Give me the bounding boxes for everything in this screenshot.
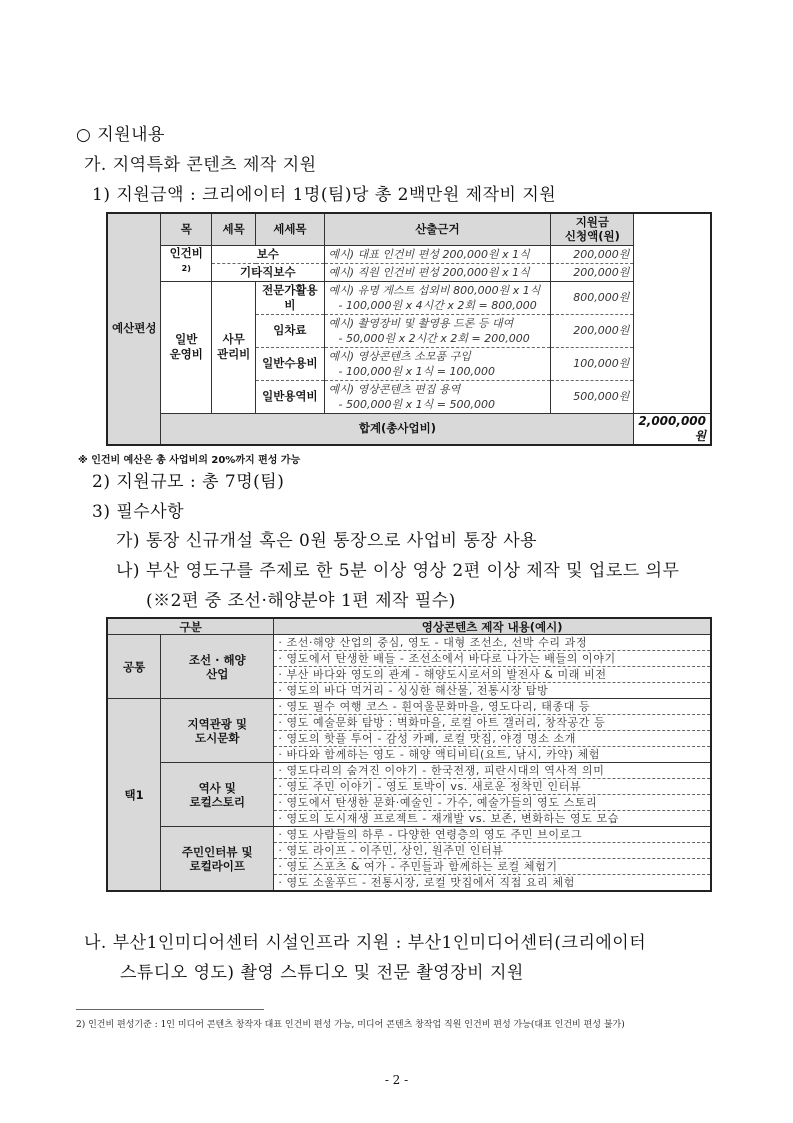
header-category: 구분 [107, 618, 274, 635]
footnote: 2) 인건비 편성기준 : 1인 미디어 콘텐츠 창작자 대표 인건비 편성 가능, 미디어 콘텐츠 창작업 직원 인건비 편성 가능(대표 인건비 편성 불가) [76, 1020, 625, 1030]
header-amount-line1: 지원금 [575, 215, 610, 230]
sub-shipbuilding: 조선 · 해양 산업 [161, 635, 274, 699]
budget-table [106, 212, 712, 446]
labor-cost-note: ※ 인건비 예산은 총 사업비의 20%까지 편성 가능 [78, 455, 301, 466]
item-requirements: 3) 필수사항 [92, 502, 185, 522]
subsection-title-na-line2: 스튜디오 영도) 촬영 스튜디오 및 전문 촬영장비 지원 [120, 963, 524, 983]
content-item: · 영도에서 탄생한 배들 - 조선소에서 바다로 나가는 배들의 이야기 [274, 651, 711, 667]
total-amount: 2,000,000원 [634, 413, 711, 445]
header-content: 영상콘텐츠 제작 내용(예시) [274, 618, 711, 635]
content-item: · 영도 스포츠 & 여가 - 주민들과 함께하는 로컬 체험기 [274, 859, 711, 875]
amount-services: 500,000원 [551, 380, 634, 413]
basis-services: 예시) 영상콘텐츠 편집 용역 - 500,000원 x 1식 = 500,000 [324, 380, 551, 413]
group-choose-one: 택1 [107, 699, 161, 892]
requirement-account: 가) 통장 신규개설 혹은 0원 통장으로 사업비 통장 사용 [116, 531, 538, 551]
amount-expert: 800,000원 [551, 281, 634, 314]
header-sesemok: 세세목 [256, 213, 324, 245]
page-number: - 2 - [384, 1073, 409, 1087]
basis-other-salary: 예시) 직원 인건비 편성 200,000원 x 1식 [324, 263, 551, 281]
content-item: · 영도 사람들의 하루 - 다양한 연령층의 영도 주민 브이로그 [274, 827, 711, 843]
sub-resident-life: 주민인터뷰 및 로컬라이프 [161, 827, 274, 892]
footnote-divider [76, 1009, 264, 1010]
section-heading-text: 지원내용 [97, 125, 165, 145]
amount-other-salary: 200,000원 [551, 263, 634, 281]
header-mok: 목 [161, 213, 212, 245]
header-basis: 산출근거 [324, 213, 551, 245]
content-item: · 영도 필수 여행 코스 - 흰여울문화마을, 영도다리, 태종대 등 [274, 699, 711, 715]
item-rental: 임차료 [256, 314, 324, 347]
amount-supplies: 100,000원 [551, 347, 634, 380]
content-item: · 영도 예술문화 탐방 : 벽화마을, 로컬 아트 갤러리, 창작공간 등 [274, 715, 711, 731]
requirement-video: 나) 부산 영도구를 주제로 한 5분 이상 영상 2편 이상 제작 및 업로드 의무 [116, 561, 680, 581]
amount-rental: 200,000원 [551, 314, 634, 347]
item-salary: 보수 [212, 245, 325, 263]
amount-salary: 200,000원 [551, 245, 634, 263]
content-item: · 조선·해양 산업의 중심, 영도 - 대형 조선소, 선박 수리 과정 [274, 635, 711, 651]
content-item: · 영도의 도시재생 프로젝트 - 재개발 vs. 보존, 변화하는 영도 모습 [274, 811, 711, 827]
group-common: 공통 [107, 635, 161, 699]
item-scale: 2) 지원규모 : 총 7명(팀) [92, 472, 285, 492]
item-funding-amount: 1) 지원금액 : 크리에이터 1명(팀)당 총 2백만원 제작비 지원 [92, 185, 557, 205]
content-item: · 영도에서 탄생한 문화·예술인 - 가수, 예술가들의 영도 스토리 [274, 795, 711, 811]
item-supplies: 일반수용비 [256, 347, 324, 380]
content-item: · 영도다리의 숨겨진 이야기 - 한국전쟁, 피란시대의 역사적 의미 [274, 763, 711, 779]
basis-salary: 예시) 대표 인건비 편성 200,000원 x 1식 [324, 245, 551, 263]
sub-tourism: 지역관광 및 도시문화 [161, 699, 274, 763]
content-item: · 부산 바다와 영도의 관계 - 해양도시로서의 발전사 & 미래 비전 [274, 667, 711, 683]
header-semok: 세목 [212, 213, 256, 245]
content-item: · 영도의 바다 먹거리 - 싱싱한 해산물, 전통시장 탐방 [274, 683, 711, 699]
circle-bullet-icon: ○ [76, 125, 92, 145]
content-table [106, 617, 712, 892]
header-amount [551, 213, 634, 245]
budget-side-label: 예산편성 [107, 213, 161, 445]
item-services: 일반용역비 [256, 380, 324, 413]
basis-supplies: 예시) 영상콘텐츠 소모품 구입 - 100,000원 x 1식 = 100,000 [324, 347, 551, 380]
content-item: · 영도 라이프 - 이주민, 상인, 원주민 인터뷰 [274, 843, 711, 859]
content-item: · 영도 소울푸드 - 전통시장, 로컬 맛집에서 직접 요리 체험 [274, 875, 711, 892]
section-heading [76, 120, 165, 145]
requirement-video-note: (※2편 중 조선·해양분야 1편 제작 필수) [146, 591, 456, 611]
basis-expert: 예시) 유명 게스트 섭외비 800,000원 x 1식 - 100,000원 x 4시간 x 2회 = 800,000 [324, 281, 551, 314]
header-amount-line2: 신청액(원) [564, 229, 620, 244]
mok-general-operating: 일반 운영비 [161, 281, 212, 413]
semok-office-management: 사무 관리비 [212, 281, 256, 413]
total-label: 합계(총사업비) [161, 413, 634, 445]
subsection-title-ga: 가. 지역특화 콘텐츠 제작 지원 [84, 155, 317, 175]
sub-history: 역사 및 로컬스토리 [161, 763, 274, 827]
basis-rental: 예시) 촬영장비 및 촬영용 드론 등 대여 - 50,000원 x 2시간 x 2회 = 200,000 [324, 314, 551, 347]
item-expert: 전문가활용비 [256, 281, 324, 314]
content-item: · 영도 주민 이야기 - 영도 토박이 vs. 새로운 정착민 인터뷰 [274, 779, 711, 795]
content-item: · 영도의 핫플 투어 - 감성 카페, 로컬 맛집, 야경 명소 소개 [274, 731, 711, 747]
subsection-title-na-line1: 나. 부산1인미디어센터 시설인프라 지원 : 부산1인미디어센터(크리에이터 [84, 933, 647, 953]
mok-labor: 인건비$^{2)}$ [161, 245, 212, 281]
item-other-salary: 기타직보수 [212, 263, 325, 281]
content-item: · 바다와 함께하는 영도 - 해양 액티비티(요트, 낚시, 카약) 체험 [274, 747, 711, 763]
